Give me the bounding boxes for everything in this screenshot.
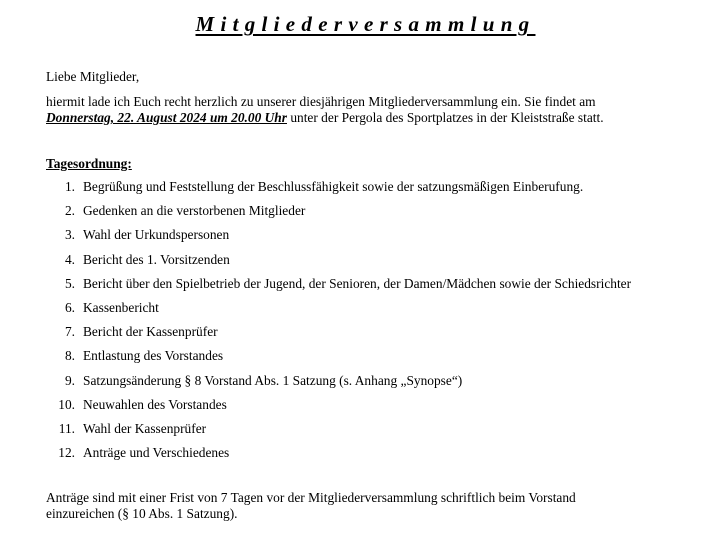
agenda-item-number: 4.: [64, 251, 75, 267]
agenda-item-text: Wahl der Urkundspersonen: [83, 227, 230, 243]
intro-line-1: hiermit lade ich Euch recht herzlich zu unserer diesjährigen Mitgliederversammlung ein. Sie findet am: [46, 94, 596, 109]
agenda-heading: Tagesordnung:: [46, 156, 132, 171]
meeting-date: Donnerstag, 22. August 2024 um 20.00 Uhr: [46, 110, 287, 125]
meeting-location: unter der Pergola des Sportplatzes in der Kleiststraße statt.: [286, 110, 604, 125]
agenda-item-number: 10.: [58, 396, 75, 412]
agenda-item-text: Begrüßung und Feststellung der Beschlussfähigkeit sowie der satzungsmäßigen Einberufung.: [83, 179, 584, 194]
agenda-item-number: 11.: [58, 420, 75, 436]
agenda-item-text: Satzungsänderung § 8 Vorstand Abs. 1 Satzung (s. Anhang „Synopse“): [83, 372, 463, 388]
agenda-item: [46, 252, 631, 276]
agenda-item-number: 5.: [64, 275, 75, 291]
agenda-item-number: 1.: [64, 179, 75, 194]
agenda-item-number: 8.: [64, 348, 75, 364]
document-title: Mitgliederversammlung: [195, 12, 536, 36]
agenda-item: [46, 276, 631, 300]
agenda-item-text: Bericht des 1. Vorsitzenden: [83, 251, 230, 267]
agenda-item-number: 12.: [58, 445, 75, 461]
agenda-item: [46, 300, 631, 324]
agenda-item-text: Wahl der Kassenprüfer: [83, 420, 207, 436]
agenda-item: [46, 179, 631, 203]
agenda-item-number: 9.: [64, 372, 75, 388]
agenda-item-number: 7.: [64, 324, 75, 340]
agenda-item-number: 3.: [64, 227, 75, 243]
agenda-item-number: 6.: [64, 299, 75, 315]
agenda-item: [46, 227, 631, 251]
agenda-item-text: Entlastung des Vorstandes: [83, 348, 224, 364]
agenda-item-text: Neuwahlen des Vorstandes: [83, 396, 227, 412]
agenda-item: [46, 421, 631, 445]
agenda-item: [46, 373, 631, 397]
footer-line-2: einzureichen (§ 10 Abs. 1 Satzung).: [46, 506, 238, 521]
agenda-list: [46, 179, 631, 469]
agenda-item: [46, 324, 631, 348]
intro-line-2: [46, 110, 604, 126]
agenda-item-text: Gedenken an die verstorbenen Mitglieder: [83, 203, 306, 219]
footer-line-1: Anträge sind mit einer Frist von 7 Tagen vor der Mitgliederversammlung schriftlich beim Vorstand: [46, 490, 576, 505]
agenda-item: [46, 203, 631, 227]
agenda-item-text: Bericht der Kassenprüfer: [83, 324, 218, 340]
agenda-item-text: Anträge und Verschiedenes: [83, 445, 230, 461]
agenda-item-text: Kassenbericht: [83, 299, 159, 315]
greeting: Liebe Mitglieder,: [46, 69, 140, 84]
agenda-item-number: 2.: [64, 203, 75, 219]
agenda-item: [46, 397, 631, 421]
agenda-item-text: Bericht über den Spielbetrieb der Jugend, der Senioren, der Damen/Mädchen sowie der Schiedsrichter: [83, 275, 632, 291]
agenda-item: [46, 445, 631, 469]
agenda-item: [46, 348, 631, 372]
